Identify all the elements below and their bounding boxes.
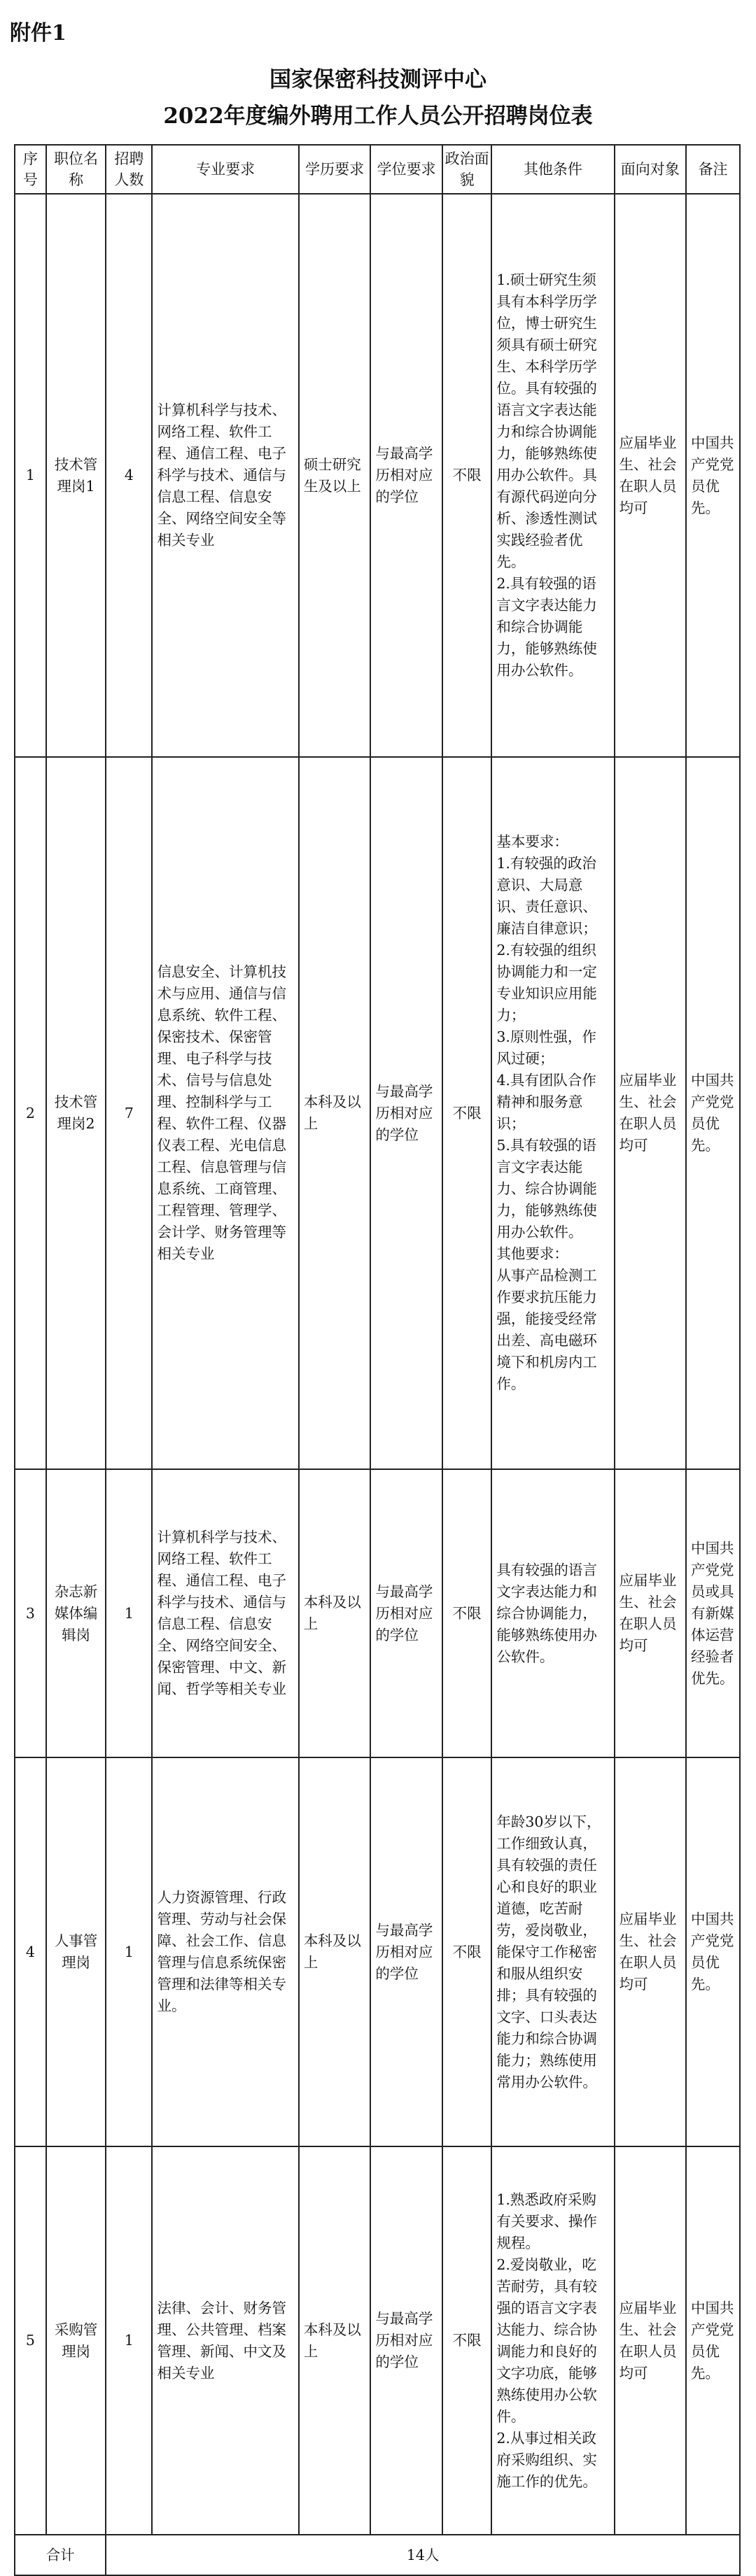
cell-position: 技术管理岗2 [46,757,106,1469]
cell-note: 中国共产党党员优先。 [686,194,740,757]
cell-education: 本科及以上 [299,1469,371,1757]
cell-education: 本科及以上 [299,757,371,1469]
header-education: 学历要求 [299,145,371,194]
cell-politics: 不限 [442,757,491,1469]
cell-count: 4 [106,194,152,757]
cell-position: 人事管理岗 [46,1757,106,2146]
cell-target: 应届毕业生、社会在职人员均可 [615,1469,687,1757]
document-title: 国家保密科技测评中心 [270,67,486,92]
cell-target: 应届毕业生、社会在职人员均可 [615,2146,687,2535]
header-major: 专业要求 [152,145,298,194]
header-politics: 政治面貌 [442,145,491,194]
cell-note: 中国共产党党员优先。 [686,2146,740,2535]
cell-degree: 与最高学历相对应的学位 [370,1757,442,2146]
total-value: 14人 [106,2535,740,2575]
cell-degree: 与最高学历相对应的学位 [370,757,442,1469]
table-row [15,194,740,757]
cell-other: 具有较强的语言文字表达能力和综合协调能力，能够熟练使用办公软件。 [491,1469,614,1757]
cell-major: 计算机科学与技术、网络工程、软件工程、通信工程、电子科学与技术、通信与信息工程、信息安全、网络空间安全、保密管理、中文、新闻、哲学等相关专业 [152,1469,298,1757]
cell-other: 1.硕士研究生须具有本科学历学位，博士研究生须具有硕士研究生、本科学历学位。具有较强的语言文字表达能力和综合协调能力，能够熟练使用办公软件。具有源代码逆向分析、渗透性测试实践经验者优先。 2.具有较强的语言文字表达能力和综合协调能力，能够熟练使用办公软件。 [491,194,614,757]
cell-seq: 3 [15,1469,46,1757]
cell-count: 7 [106,757,152,1469]
cell-note: 中国共产党党员优先。 [686,1757,740,2146]
header-position: 职位名称 [46,145,106,194]
cell-position: 采购管理岗 [46,2146,106,2535]
table-row [15,1469,740,1757]
cell-target: 应届毕业生、社会在职人员均可 [615,1757,687,2146]
recruitment-table [14,144,741,2576]
cell-major: 信息安全、计算机技术与应用、通信与信息系统、软件工程、保密技术、保密管理、电子科学与技术、信号与信息处理、控制科学与工程、软件工程、仪器仪表工程、光电信息工程、信息管理与信息系统、工商管理、工程管理、管理学、会计学、财务管理等相关专业 [152,757,298,1469]
header-note: 备注 [686,145,740,194]
cell-count: 1 [106,1469,152,1757]
cell-other: 基本要求： 1.有较强的政治意识、大局意识、责任意识、廉洁自律意识； 2.有较强的组织协调能力和一定专业知识应用能力； 3.原则性强，作风过硬； 4.具有团队合作精神和服务意识； 5.具有较强的语言文字表达能力、综合协调能力，能够熟练使用办公软件。 其他要求： 从事产品检测工作要求抗压能力强，能接受经常出差、高电磁环境下和机房内工作。 [491,757,614,1469]
table-row [15,2146,740,2535]
cell-seq: 1 [15,194,46,757]
cell-seq: 5 [15,2146,46,2535]
cell-major: 法律、会计、财务管理、公共管理、档案管理、新闻、中文及相关专业 [152,2146,298,2535]
header-target: 面向对象 [615,145,687,194]
cell-education: 本科及以上 [299,1757,371,2146]
cell-target: 应届毕业生、社会在职人员均可 [615,757,687,1469]
cell-politics: 不限 [442,194,491,757]
cell-degree: 与最高学历相对应的学位 [370,2146,442,2535]
cell-other: 年龄30岁以下，工作细致认真，具有较强的责任心和良好的职业道德，吃苦耐劳，爱岗敬业，能保守工作秘密和服从组织安排；具有较强的文字、口头表达能力和综合协调能力；熟练使用常用办公软件。 [491,1757,614,2146]
header-seq: 序号 [15,145,46,194]
cell-position: 技术管理岗1 [46,194,106,757]
cell-note: 中国共产党党员或具有新媒体运营经验者优先。 [686,1469,740,1757]
cell-target: 应届毕业生、社会在职人员均可 [615,194,687,757]
cell-politics: 不限 [442,1469,491,1757]
cell-education: 本科及以上 [299,2146,371,2535]
header-count: 招聘人数 [106,145,152,194]
cell-degree: 与最高学历相对应的学位 [370,1469,442,1757]
cell-politics: 不限 [442,2146,491,2535]
cell-count: 1 [106,1757,152,2146]
table-row [15,1757,740,2146]
total-row [15,2535,740,2575]
cell-position: 杂志新媒体编辑岗 [46,1469,106,1757]
cell-major: 计算机科学与技术、网络工程、软件工程、通信工程、电子科学与技术、通信与信息工程、信息安全、网络空间安全等相关专业 [152,194,298,757]
cell-seq: 4 [15,1757,46,2146]
cell-degree: 与最高学历相对应的学位 [370,194,442,757]
cell-education: 硕士研究生及以上 [299,194,371,757]
table-row [15,757,740,1469]
cell-count: 1 [106,2146,152,2535]
header-row [15,145,740,194]
header-degree: 学位要求 [370,145,442,194]
document-subtitle: 2022年度编外聘用工作人员公开招聘岗位表 [163,104,593,129]
cell-politics: 不限 [442,1757,491,2146]
header-other: 其他条件 [491,145,614,194]
total-label: 合计 [15,2535,106,2575]
cell-seq: 2 [15,757,46,1469]
cell-major: 人力资源管理、行政管理、劳动与社会保障、社会工作、信息管理与信息系统保密管理和法律等相关专业。 [152,1757,298,2146]
cell-note: 中国共产党党员优先。 [686,757,740,1469]
attachment-label: 附件1 [10,21,66,45]
cell-other: 1.熟悉政府采购有关要求、操作规程。 2.爱岗敬业，吃苦耐劳，具有较强的语言文字表达能力、综合协调能力和良好的文字功底，能够熟练使用办公软件。 2.从事过相关政府采购组织、实施工作的优先。 [491,2146,614,2535]
